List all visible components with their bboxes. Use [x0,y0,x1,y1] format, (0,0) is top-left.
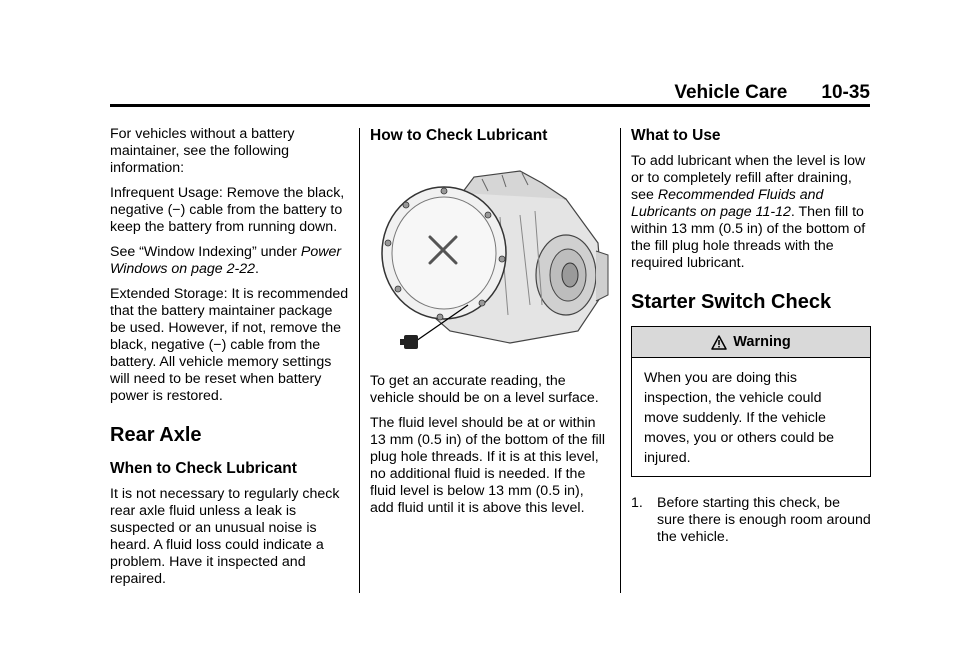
page-header [110,80,870,104]
warning-title: Warning [733,333,791,350]
paragraph: The fluid level should be at or within 13 mm (0.5 in) of the bottom of the fill plug hole threads. If it is at this level, no additional fluid is needed. If the fluid level is below 13 mm (0.5 in), add fluid until it is above this level. [370,415,605,516]
paragraph: Infrequent Usage: Remove the black, negative (−) cable from the battery to keep the battery from running down. [110,185,345,235]
section-title: Vehicle Care [674,82,788,103]
paragraph: To add lubricant when the level is low or to completely refill after draining, see Recommended Fluids and Lubricants on page 11-12. Then fill to within 13 mm (0.5 in) of the bottom of the fill plug hole threads with the required lubricant. [631,153,866,271]
warning-box [631,326,871,477]
header-rule [110,104,870,107]
warning-header [632,327,870,358]
warning-triangle-icon [711,335,727,350]
heading-starter-switch-check: Starter Switch Check [631,291,832,313]
rear-axle-differential-illustration [370,155,610,355]
warning-text: When you are doing this inspection, the vehicle could move suddenly. If the vehicle moves, you or others could be injured. [644,370,835,466]
paragraph: See “Window Indexing” under Power Windows on page 2-22. [110,244,342,277]
paragraph: To get an accurate reading, the vehicle should be on a level surface. [370,373,599,406]
paragraph: For vehicles without a battery maintainer, see the following information: [110,126,295,176]
heading-how-to-check: How to Check Lubricant [370,127,548,144]
paragraph: It is not necessary to regularly check rear axle fluid unless a leak is suspected or an unusual noise is heard. A fluid loss could indicate a problem. Have it inspected and repaired. [110,486,340,587]
list-text: Before starting this check, be sure there is enough room around the vehicle. [657,495,871,545]
column-divider [359,128,360,593]
column-3 [631,126,871,546]
page-number: 10-35 [821,82,870,103]
column-divider [620,128,621,593]
cross-reference-link[interactable]: Recommended Fluids and Lubricants on page 11-12 [631,187,824,220]
column-2 [370,126,610,525]
column-1 [110,126,350,596]
cross-reference-link[interactable]: Power Windows on page 2-22 [110,244,342,277]
list-number: 1. [631,495,643,511]
heading-rear-axle: Rear Axle [110,424,202,446]
list-item [631,495,871,546]
heading-what-to-use: What to Use [631,127,721,144]
heading-when-to-check: When to Check Lubricant [110,460,297,477]
paragraph: Extended Storage: It is recommended that the battery maintainer package be used. However, if not, remove the black, negative (−) cable from the battery. All vehicle memory settings will need to be reset when battery power is restored. [110,286,349,404]
